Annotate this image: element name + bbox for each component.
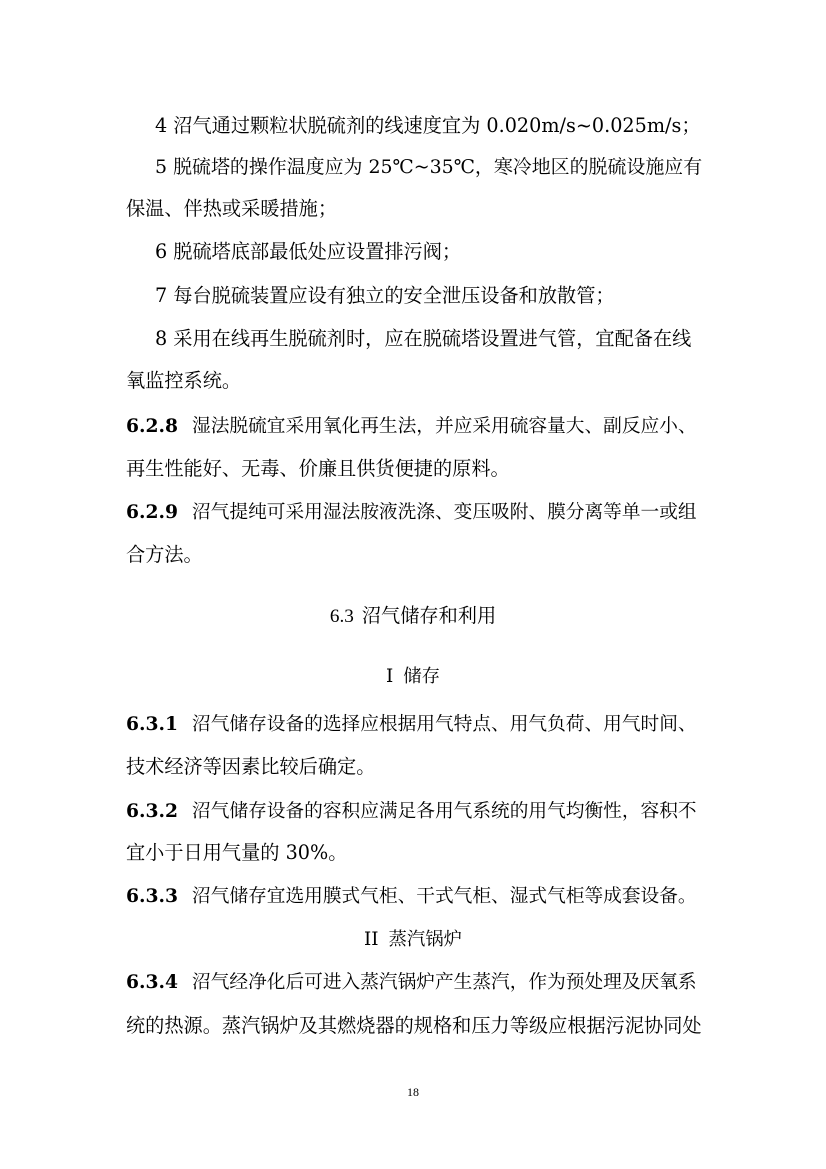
clause-6-3-3 — [126, 884, 701, 909]
subheading-steam-boiler — [0, 928, 826, 952]
clause-text: 沼气储存宜选用膜式气柜、干式气柜、湿式气柜等成套设备。 — [192, 886, 697, 907]
item-4: 4 沼气通过颗粒状脱硫剂的线速度宜为 0.020m/s~0.025m/s； — [155, 114, 701, 137]
subheading-roman: II — [363, 929, 379, 950]
item-5-cont: 保温、伴热或采暖措施； — [126, 197, 338, 220]
clause-text: 沼气提纯可采用湿法胺液洗涤、变压吸附、膜分离等单一或组 — [192, 502, 697, 523]
clause-6-3-1 — [126, 712, 701, 737]
subheading-roman: I — [385, 666, 394, 687]
section-number: 6.3 — [329, 606, 354, 627]
clause-text: 沼气储存设备的容积应满足各用气系统的用气均衡性，容积不 — [192, 801, 697, 822]
section-title: 沼气储存和利用 — [361, 604, 497, 627]
clause-6-2-9-cont: 合方法。 — [126, 543, 203, 566]
clause-text: 湿法脱硫宜采用氧化再生法，并应采用硫容量大、副反应小、 — [192, 416, 697, 437]
subheading-title: 储存 — [403, 666, 441, 687]
item-7: 7 每台脱硫装置应设有独立的安全泄压设备和放散管； — [155, 284, 615, 307]
clause-6-3-2 — [126, 799, 701, 824]
clause-6-3-4 — [126, 970, 701, 995]
clause-6-3-4-cont: 统的热源。蒸汽锅炉及其燃烧器的规格和压力等级应根据污泥协同处 — [126, 1014, 702, 1037]
item-5: 5 脱硫塔的操作温度应为 25℃~35℃，寒冷地区的脱硫设施应有 — [155, 156, 703, 178]
item-6: 6 脱硫塔底部最低处应设置排污阀； — [155, 240, 462, 263]
clause-text: 沼气经净化后可进入蒸汽锅炉产生蒸汽，作为预处理及厌氧系 — [192, 972, 697, 993]
clause-number: 6.3.4 — [126, 971, 179, 993]
clause-6-3-2-cont: 宜小于日用气量的 30%。 — [126, 841, 348, 864]
clause-number: 6.3.1 — [126, 713, 179, 735]
clause-number: 6.2.8 — [126, 415, 179, 437]
clause-6-2-8-cont: 再生性能好、无毒、价廉且供货便捷的原料。 — [126, 457, 510, 480]
clause-number: 6.3.2 — [126, 800, 179, 822]
subheading-storage — [0, 665, 826, 689]
section-heading — [0, 604, 826, 629]
item-8: 8 采用在线再生脱硫剂时，应在脱硫塔设置进气管，宜配备在线 — [155, 327, 692, 350]
page-number: 18 — [407, 1085, 419, 1099]
clause-6-2-9 — [126, 500, 701, 525]
clause-number: 6.3.3 — [126, 885, 179, 907]
clause-number: 6.2.9 — [126, 501, 179, 523]
clause-text: 沼气储存设备的选择应根据用气特点、用气负荷、用气时间、 — [192, 714, 697, 735]
subheading-title: 蒸汽锅炉 — [388, 929, 463, 950]
item-8-cont: 氧监控系统。 — [126, 369, 242, 392]
clause-6-2-8 — [126, 414, 701, 439]
clause-6-3-1-cont: 技术经济等因素比较后确定。 — [126, 755, 376, 778]
